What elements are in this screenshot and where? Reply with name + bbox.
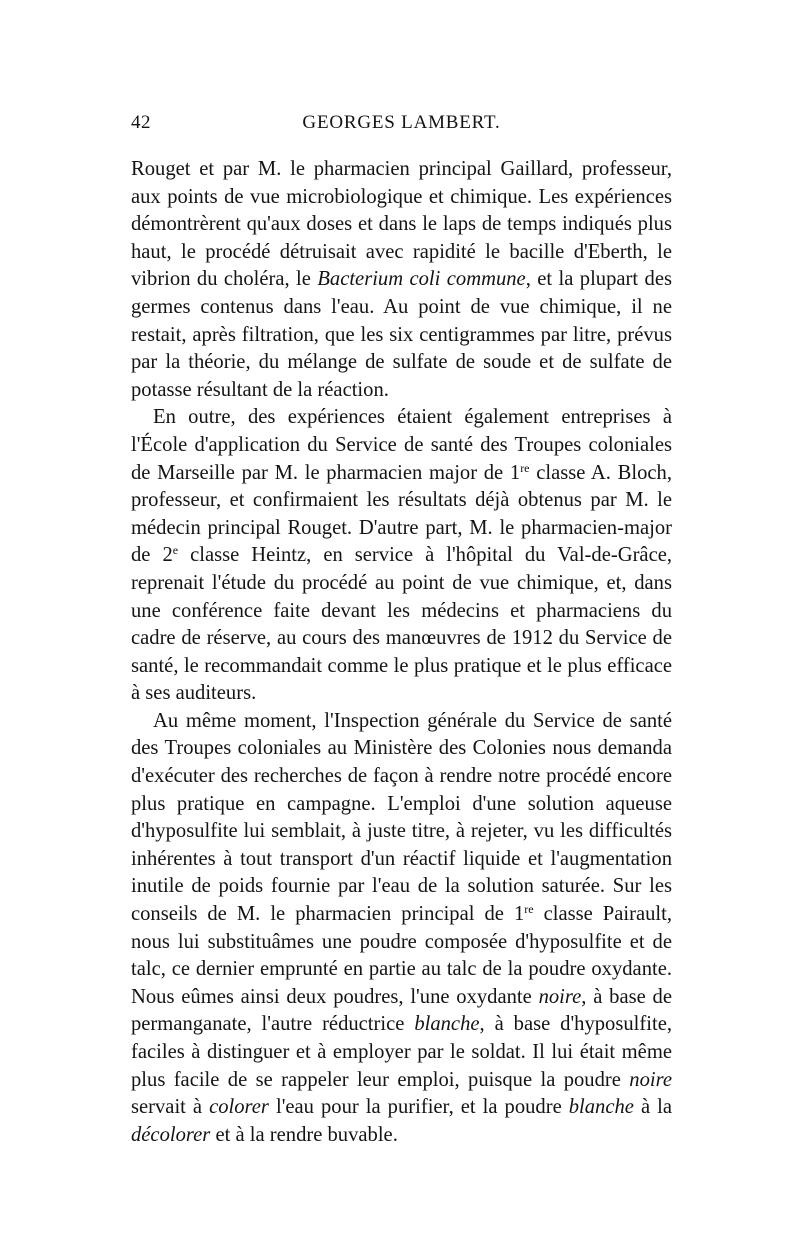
superscript-re: re (520, 460, 530, 475)
paragraph-3-text-f: l'eau pour la purifier, et la poudre (268, 1096, 569, 1119)
page-number: 42 (131, 112, 151, 133)
paragraph-3-text-a: Au même moment, l'Inspection générale du Service de santé des Troupes coloniales au Ministère des Colonies nous demanda d'exécuter des recherches de façon à rendre notre procédé encore plus pratique en campagne. L'emploi d'une solution aqueuse d'hyposulfite lui semblait, à juste titre, à rejeter, vu les difficultés inhérentes à tout transport d'un réactif liquide et l'augmentation inutile de poids fournie par l'eau de la solution saturée. Sur les conseils de M. le pharmacien principal de 1 (131, 709, 672, 926)
italic-noire: noire (538, 985, 582, 1008)
paragraph-3-text-d: , à base d'hyposulfite, faciles à distinguer et à employer par le soldat. Il lui était même plus facile de se rappeler leur emploi, puisque la poudre (131, 1013, 672, 1091)
running-title: GEORGES LAMBERT. (302, 112, 501, 133)
paragraph-2-text-b: classe A. Bloch, professeur, et confirmaient les résultats déjà obtenus par M. le médecin principal Rouget. D'autre part, M. le pharmacien-major de 2 (131, 461, 672, 567)
paragraph-2 (131, 404, 672, 708)
paragraph-3 (131, 708, 672, 1150)
superscript-re: re (524, 902, 534, 917)
paragraph-1-text-b: , et la plupart des germes contenus dans l'eau. Au point de vue chimique, il ne restait, après filtration, que les six centigrammes par litre, prévus par la théorie, du mélange de sulfate de soude et de sulfate de potasse résultant de la réaction. (131, 268, 672, 401)
paragraph-2-text-a: En outre, des expériences étaient également entreprises à l'École d'application du Service de santé des Troupes coloniales de Marseille par M. le pharmacien major de 1 (131, 406, 672, 484)
italic-colorer: colorer (209, 1096, 269, 1119)
body-text (131, 156, 672, 1149)
superscript-e: e (172, 543, 179, 558)
paragraph-1 (131, 156, 672, 404)
italic-decolorer: décolorer (131, 1123, 211, 1146)
book-page (131, 112, 672, 1149)
paragraph-2-text-c: classe Heintz, en service à l'hôpital du Val-de-Grâce, reprenait l'étude du procédé au point de vue chimique, et, dans une conférence faite devant les médecins et pharmaciens du cadre de réserve, au cours des manœuvres de 1912 du Service de santé, le recommandait comme le plus pratique et le plus efficace à ses auditeurs. (131, 544, 672, 705)
paragraph-3-text-b: classe Pairault, nous lui substituâmes une poudre composée d'hyposulfite et de talc, ce dernier emprunté en partie au talc de la poudre oxydante. Nous eûmes ainsi deux poudres, l'une oxydante (131, 903, 672, 1008)
paragraph-1-text-a: Rouget et par M. le pharmacien principal Gaillard, professeur, aux points de vue microbiologique et chimique. Les expériences démontrèrent qu'aux doses et dans le laps de temps indiqués plus haut, le procédé détruisait avec rapidité le bacille d'Eberth, le vibrion du choléra, le (131, 158, 672, 291)
italic-bacterium-name: Bacterium coli commune (317, 268, 526, 291)
italic-noire: noire (629, 1068, 672, 1091)
running-head (131, 112, 672, 142)
paragraph-3-text-c: , à base de permanganate, l'autre réductrice (131, 985, 672, 1036)
paragraph-3-text-g: à la (633, 1096, 672, 1119)
italic-blanche: blanche (414, 1013, 480, 1036)
paragraph-3-text-h: et à la rendre buvable. (210, 1123, 398, 1146)
italic-blanche: blanche (568, 1096, 634, 1119)
paragraph-3-text-e: servait à (131, 1096, 210, 1119)
